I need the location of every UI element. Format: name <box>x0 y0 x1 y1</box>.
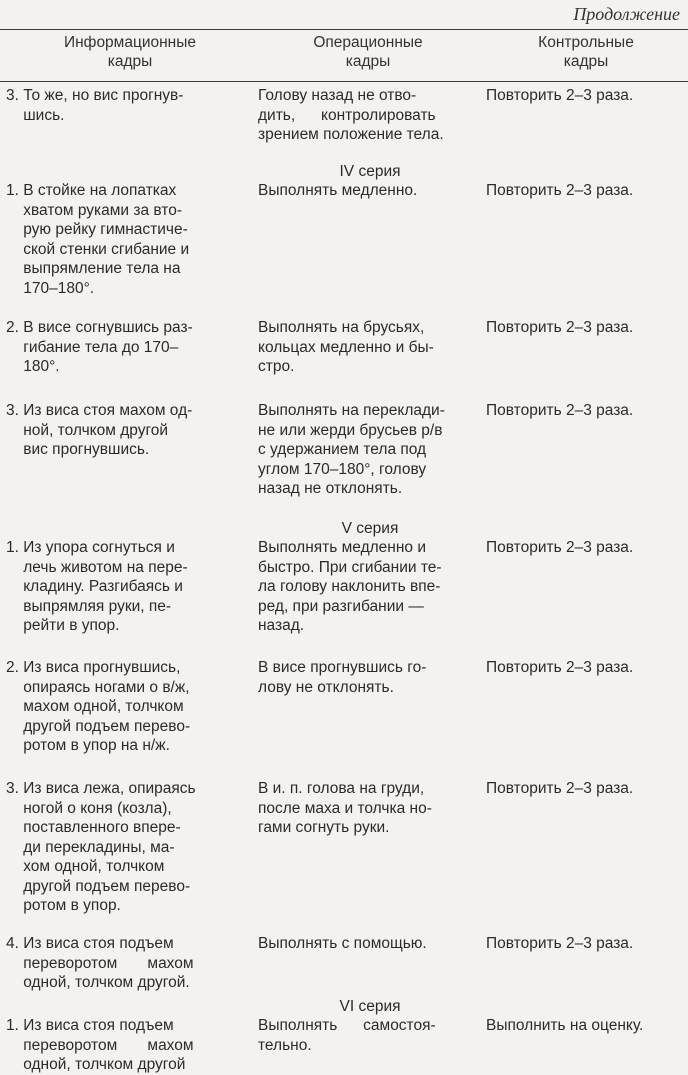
series-heading-iv: IV серия <box>339 163 401 180</box>
control-cell: Повторить 2–3 раза. <box>486 87 634 104</box>
info-cell: 4. Из виса стоя подъем переворотом махом одной, толчком другой. <box>6 935 194 991</box>
header-bottom-rule <box>0 81 688 82</box>
operation-cell: Выполнять медленно. <box>258 182 418 199</box>
header-operation-frames: Операционные кадры <box>313 34 423 70</box>
info-cell: 3. Из виса лежа, опираясь ногой о коня (козла), поставленного впере- ди перекладины, ма- хом одной, толчком другой подъем перево- ротом в упор. <box>6 780 196 914</box>
control-cell: Повторить 2–3 раза. <box>486 402 634 419</box>
operation-cell: Выполнять на брусьях, кольцах медленно и бы- стро. <box>258 319 434 375</box>
info-cell: 1. В стойке на лопатках хватом руками за вто- рую рейку гимнастиче- ской стенки сгибание и выпрямление тела на 170–180°. <box>6 182 190 297</box>
operation-cell: В висе прогнувшись го- лову не отклонять. <box>258 659 427 696</box>
series-heading-v: V серия <box>341 520 399 537</box>
header-info-frames: Информационные кадры <box>63 34 196 70</box>
operation-cell: Выполнять с помощью. <box>258 935 427 952</box>
header-control-frames: Контрольные кадры <box>538 34 634 70</box>
info-cell: 1. Из виса стоя подъем переворотом махом одной, толчком другой <box>6 1017 194 1073</box>
control-cell: Повторить 2–3 раза. <box>486 935 634 952</box>
control-cell: Повторить 2–3 раза. <box>486 182 634 199</box>
operation-cell: Выполнять самостоя- тельно. <box>258 1017 436 1054</box>
table-top-rule <box>0 29 688 30</box>
info-cell: 1. Из упора согнуться и лечь животом на пере- кладину. Разгибаясь и выпрямляя руки, пе- рейти в упор. <box>6 539 188 634</box>
info-cell: 3. То же, но вис прогнув- шись. <box>6 87 184 124</box>
control-cell: Выполнить на оценку. <box>486 1017 644 1034</box>
info-cell: 2. В висе согнувшись раз- гибание тела до 170– 180°. <box>6 319 193 375</box>
operation-cell: В и. п. голова на груди, после маха и толчка но- гами согнуть руки. <box>258 780 432 836</box>
control-cell: Повторить 2–3 раза. <box>486 319 634 336</box>
operation-cell: Голову назад не отво- дить, контролировать зрением положение тела. <box>258 87 444 143</box>
series-heading-vi: VI серия <box>339 998 401 1015</box>
operation-cell: Выполнять медленно и быстро. При сгибании те- ла голову наклонить впе- ред, при разгибании — назад. <box>258 539 442 634</box>
info-cell: 2. Из виса прогнувшись, опираясь ногами о в/ж, махом одной, толчком другой подъем перево- ротом в упор на н/ж. <box>6 659 191 754</box>
control-cell: Повторить 2–3 раза. <box>486 659 634 676</box>
continuation-label: Продолжение <box>573 4 680 24</box>
operation-cell: Выполнять на переклади- не или жерди брусьев р/в с удержанием тела под углом 170–180°, голову назад не отклонять. <box>258 402 445 497</box>
control-cell: Повторить 2–3 раза. <box>486 539 634 556</box>
info-cell: 3. Из виса стоя махом од- ной, толчком другой вис прогнувшись. <box>6 402 193 458</box>
control-cell: Повторить 2–3 раза. <box>486 780 634 797</box>
